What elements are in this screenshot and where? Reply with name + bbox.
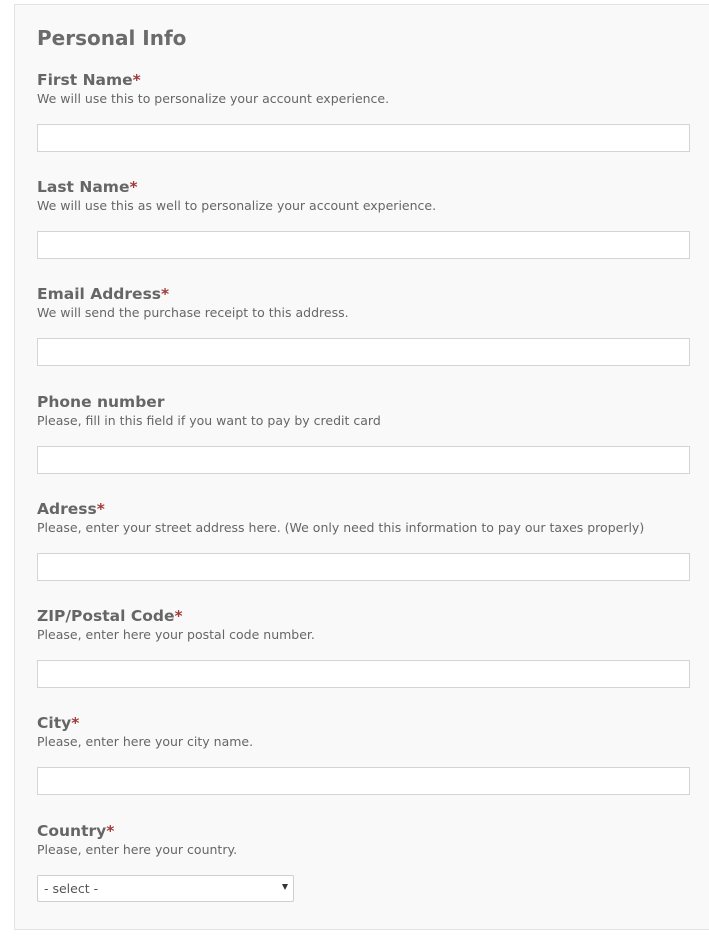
address-field (37, 499, 691, 581)
required-asterisk: * (161, 285, 170, 303)
first-name-label (37, 70, 691, 90)
city-input[interactable] (37, 767, 690, 795)
last-name-label-text: Last Name (37, 178, 130, 196)
address-label (37, 499, 691, 519)
city-label-text: City (37, 714, 72, 732)
country-select-value: - select - (44, 881, 99, 896)
required-asterisk: * (106, 822, 115, 840)
city-field (37, 713, 691, 795)
phone-number-field (37, 392, 691, 474)
email-address-label-text: Email Address (37, 285, 162, 303)
required-asterisk: * (96, 500, 105, 518)
country-label (37, 821, 691, 841)
email-address-field (37, 284, 691, 366)
required-asterisk: * (71, 714, 80, 732)
first-name-field (37, 70, 691, 152)
country-select[interactable] (37, 875, 294, 902)
zip-postal-code-help-text: Please, enter here your postal code number. (37, 627, 315, 642)
address-input[interactable] (37, 553, 690, 581)
last-name-help-text: We will use this as well to personalize your account experience. (37, 198, 437, 213)
last-name-field (37, 177, 691, 259)
city-label (37, 713, 691, 733)
email-address-help-text: We will send the purchase receipt to this address. (37, 305, 349, 320)
first-name-label-text: First Name (37, 71, 133, 89)
city-help-text: Please, enter here your city name. (37, 734, 254, 749)
address-label-text: Adress (37, 500, 97, 518)
phone-number-input[interactable] (37, 446, 690, 474)
email-address-input[interactable] (37, 338, 690, 366)
section-title: Personal Info (37, 26, 187, 50)
required-asterisk: * (129, 178, 138, 196)
country-field (37, 821, 691, 902)
required-asterisk: * (132, 71, 141, 89)
last-name-input[interactable] (37, 231, 690, 259)
email-address-label (37, 284, 691, 304)
first-name-input[interactable] (37, 124, 690, 152)
phone-number-help-text: Please, fill in this field if you want to pay by credit card (37, 413, 381, 428)
personal-info-panel (14, 4, 709, 930)
zip-postal-code-label-text: ZIP/Postal Code (37, 607, 175, 625)
last-name-label (37, 177, 691, 197)
zip-postal-code-label (37, 606, 691, 626)
country-help-text: Please, enter here your country. (37, 842, 238, 857)
phone-number-label (37, 392, 691, 412)
address-help-text: Please, enter your street address here. (We only need this information to pay our taxes properly) (37, 520, 645, 535)
phone-number-label-text: Phone number (37, 393, 165, 411)
dropdown-arrow-icon (282, 884, 288, 890)
required-asterisk: * (174, 607, 183, 625)
zip-postal-code-input[interactable] (37, 660, 690, 688)
zip-postal-code-field (37, 606, 691, 688)
country-label-text: Country (37, 822, 107, 840)
first-name-help-text: We will use this to personalize your account experience. (37, 91, 390, 106)
